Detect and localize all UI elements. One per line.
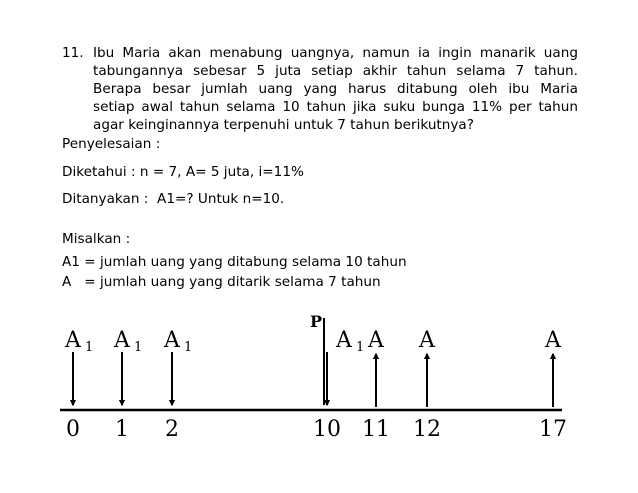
deposit-label: A — [164, 328, 180, 353]
problem-line: agar keinginannya terpenuhi untuk 7 tahun berikutnya? — [93, 117, 474, 133]
problem-line: Berapa besar jumlah uang yang harus ditabung oleh ibu Maria — [93, 81, 578, 97]
tick-label: 17 — [539, 417, 567, 442]
deposit-subscript: 1 — [184, 340, 193, 355]
problem-line: tabungannya sebesar 5 juta setiap akhir tahun selama 7 tahun. — [93, 63, 578, 79]
tick-label: 1 — [115, 417, 129, 442]
deposit-subscript: 1 — [85, 340, 94, 355]
tick-label: 0 — [66, 417, 80, 442]
problem-line: setiap awal tahun selama 10 tahun jika suku bunga 11% per tahun — [93, 99, 578, 115]
tick-label: 12 — [413, 417, 441, 442]
present-value-label: P — [309, 312, 323, 331]
deposit-label: A — [114, 328, 130, 353]
deposit-label: A — [336, 328, 352, 353]
let-heading: Misalkan : — [62, 231, 131, 247]
withdraw-label: A — [545, 328, 561, 353]
definition-a1: A1 = jumlah uang yang ditabung selama 10 tahun — [62, 254, 407, 270]
known-values: Diketahui : n = 7, A= 5 juta, i=11% — [62, 164, 304, 180]
problem-number: 11. — [62, 45, 84, 61]
deposit-subscript: 1 — [356, 340, 365, 355]
tick-label: 11 — [362, 417, 390, 442]
tick-label: 10 — [313, 417, 341, 442]
asked-value: Ditanyakan : A1=? Untuk n=10. — [62, 191, 285, 207]
tick-label: 2 — [165, 417, 179, 442]
withdraw-label: A — [368, 328, 384, 353]
definition-a: A = jumlah uang yang ditarik selama 7 tahun — [62, 274, 381, 290]
withdraw-label: A — [419, 328, 435, 353]
deposit-label: A — [65, 328, 81, 353]
solution-heading: Penyelesaian : — [62, 136, 161, 152]
problem-line: Ibu Maria akan menabung uangnya, namun ia ingin manarik uang — [93, 45, 578, 61]
deposit-subscript: 1 — [134, 340, 143, 355]
